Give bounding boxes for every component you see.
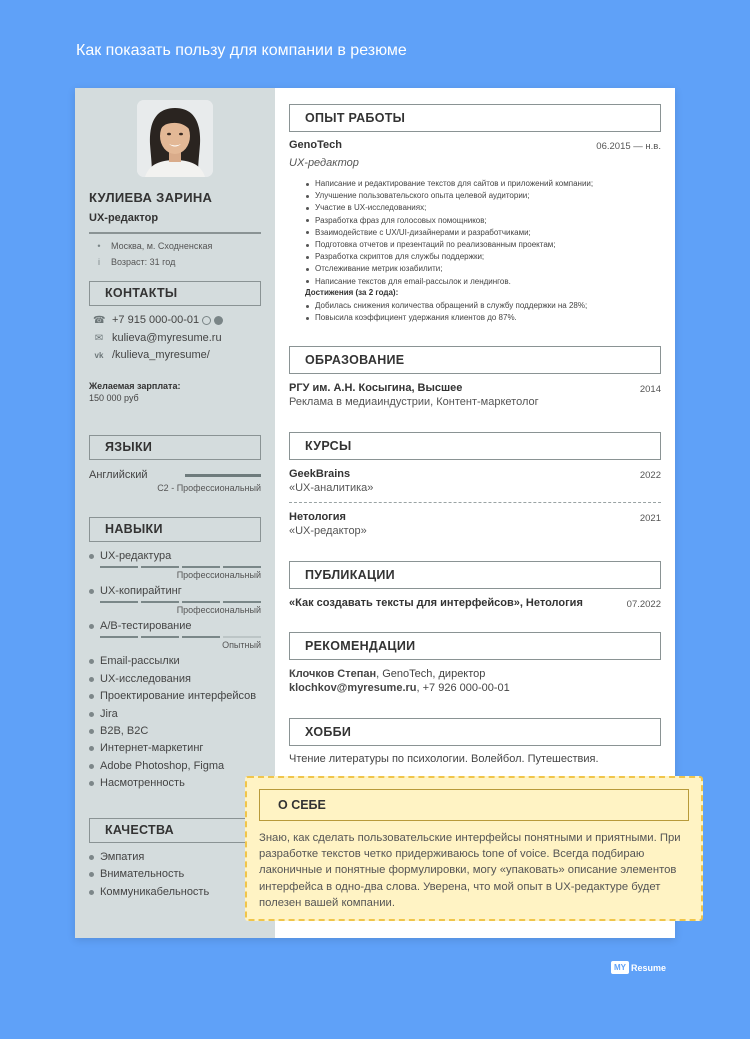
skill-item [89, 550, 171, 562]
recommender-row [289, 668, 485, 680]
skill-level: Профессиональный [176, 570, 261, 580]
list-item: Добилась снижения количества обращений в службу поддержки на 28%; [305, 300, 655, 312]
candidate-role: UX-редактор [89, 212, 159, 224]
hobby-heading: ХОББИ [289, 718, 661, 746]
skill-name: Email-рассылки [100, 655, 180, 667]
mail-icon: ✉ [94, 332, 104, 344]
skill-name: Интернет-маркетинг [100, 742, 204, 754]
skill-item [89, 708, 118, 720]
language-level-bar [185, 474, 261, 477]
divider [89, 232, 261, 234]
bullet-icon [89, 589, 94, 594]
hobby-text: Чтение литературы по психологии. Волейбол. Путешествия. [289, 753, 599, 765]
list-item: Написание текстов для email-рассылок и лендингов. [305, 276, 655, 288]
vk-text[interactable]: /kulieva_myresume/ [112, 349, 210, 361]
logo-resume: Resume [631, 962, 667, 973]
bullet-icon [89, 872, 94, 877]
publication-date: 07.2022 [626, 599, 661, 610]
skill-item [89, 725, 148, 737]
list-item: Участие в UX-исследованиях; [305, 202, 655, 214]
course-name: «UX-аналитика» [289, 482, 374, 494]
bullet-icon [89, 764, 94, 769]
bullet-icon [89, 890, 94, 895]
publication-title: «Как создавать тексты для интерфейсов», Нетология [289, 597, 583, 609]
divider [289, 502, 661, 503]
email-row [93, 332, 222, 344]
language-level: C2 - Профессиональный [157, 483, 261, 493]
school-name: РГУ им. А.Н. Косыгина, Высшее [289, 382, 463, 394]
skill-item [89, 777, 185, 789]
list-item: Разработка скриптов для службы поддержки; [305, 251, 655, 263]
age-text: Возраст: 31 год [111, 257, 176, 267]
bullet-icon [89, 746, 94, 751]
course-school: Нетология [289, 511, 346, 523]
about-heading: О СЕБЕ [259, 789, 689, 821]
skill-name: UX-копирайтинг [100, 585, 182, 597]
recommender-phone: , +7 926 000-00-01 [416, 682, 510, 694]
salary-label: Желаемая зарплата: [89, 381, 181, 391]
skill-name: Adobe Photoshop, Figma [100, 760, 225, 772]
education-field: Реклама в медиаиндустрии, Контент-маркетолог [289, 396, 539, 408]
bullet-icon [89, 554, 94, 559]
about-text: Знаю, как сделать пользовательские интерфейсы понятными и приятными. При разработке текстов четко придерживаюсь tone of voice. Всегда подбираю лаконичные и понятные формулировки, могу «упаковать» описание элементов интерфейса в одно-два слова. Уверена, что мой опыт в UX-редактуре будет полезен вашей компании. [259, 832, 681, 909]
logo-my: MY [611, 961, 629, 974]
skill-item [89, 760, 224, 772]
quality-item [89, 868, 184, 880]
course-school: GeekBrains [289, 468, 351, 480]
recommender-name: Клочков Степан [289, 668, 377, 680]
skill-name: UX-редактура [100, 550, 172, 562]
myresume-logo [611, 961, 666, 974]
duties-list [305, 178, 655, 288]
skill-item [89, 585, 182, 597]
skill-level: Опытный [222, 640, 261, 650]
skill-level-bar [100, 636, 261, 638]
company-name: GenoTech [289, 139, 342, 151]
list-item: Написание и редактирование текстов для сайтов и приложений компании; [305, 178, 655, 190]
recommender-info: , GenoTech, директор [376, 668, 486, 680]
education-year: 2014 [639, 384, 661, 395]
whatsapp-icon [202, 316, 211, 325]
languages-heading: ЯЗЫКИ [89, 435, 261, 460]
location-pin-icon: • [97, 241, 101, 251]
list-item: Повысила коэффициент удержания клиентов до 87%. [305, 312, 655, 324]
list-item: Отслеживание метрик юзабилити; [305, 263, 655, 275]
experience-dates: 06.2015 — н.в. [596, 141, 661, 152]
telegram-icon [214, 316, 223, 325]
skill-name: UX-исследования [100, 673, 191, 685]
recommender-email[interactable]: klochkov@myresume.ru [289, 682, 417, 694]
quality-name: Эмпатия [100, 851, 145, 863]
skill-level-bar [100, 566, 261, 568]
salary-value: 150 000 руб [89, 393, 139, 403]
position-title: UX-редактор [289, 157, 359, 169]
skill-item [89, 620, 192, 632]
recommender-contact-row [289, 682, 510, 694]
language-name: Английский [89, 469, 148, 481]
phone-icon: ☎ [93, 314, 106, 326]
skill-name: A/B-тестирование [100, 620, 192, 632]
bullet-icon [89, 677, 94, 682]
achievements-list [305, 300, 655, 324]
vk-icon: vk [94, 350, 104, 360]
quality-item [89, 851, 144, 863]
skill-level-bar [100, 601, 261, 603]
skill-name: Насмотренность [100, 777, 185, 789]
skills-heading: НАВЫКИ [89, 517, 261, 542]
list-item: Улучшение пользовательского опыта целевой аудитории; [305, 190, 655, 202]
skill-name: Jira [100, 708, 118, 720]
candidate-name: КУЛИЕВА ЗАРИНА [89, 190, 213, 205]
education-heading: ОБРАЗОВАНИЕ [289, 346, 661, 374]
skill-name: Проектирование интерфейсов [100, 690, 257, 702]
list-item: Подготовка отчетов и презентаций по реализованным проектам; [305, 239, 655, 251]
quality-item [89, 886, 209, 898]
contacts-heading: КОНТАКТЫ [89, 281, 261, 306]
course-name: «UX-редактор» [289, 525, 367, 537]
page-title: Как показать пользу для компании в резюме [76, 42, 407, 59]
location-row [93, 241, 212, 251]
location-text: Москва, м. Сходненская [111, 241, 213, 251]
achievements-label: Достижения (за 2 года): [305, 288, 399, 297]
bullet-icon [89, 781, 94, 786]
bullet-icon [89, 659, 94, 664]
list-item: Взаимодействие с UX/UI-дизайнерами и разработчиками; [305, 227, 655, 239]
quality-name: Внимательность [100, 868, 185, 880]
bullet-icon [89, 624, 94, 629]
bullet-icon [89, 712, 94, 717]
courses-heading: КУРСЫ [289, 432, 661, 460]
info-icon: i [98, 257, 100, 267]
bullet-icon [89, 729, 94, 734]
age-row [93, 257, 175, 267]
qualities-heading: КАЧЕСТВА [89, 818, 261, 843]
experience-heading: ОПЫТ РАБОТЫ [289, 104, 661, 132]
publications-heading: ПУБЛИКАЦИИ [289, 561, 661, 589]
profile-photo [137, 100, 213, 177]
vk-row [93, 349, 210, 361]
list-item: Разработка фраз для голосовых помощников; [305, 215, 655, 227]
skill-item [89, 690, 256, 702]
email-text[interactable]: kulieva@myresume.ru [112, 332, 222, 344]
course-year: 2022 [639, 470, 661, 481]
quality-name: Коммуникабельность [100, 886, 210, 898]
about-callout [245, 776, 703, 921]
skill-item [89, 655, 180, 667]
skill-item [89, 742, 203, 754]
skill-item [89, 673, 191, 685]
bullet-icon [89, 694, 94, 699]
skill-name: B2B, B2C [100, 725, 149, 737]
bullet-icon [89, 855, 94, 860]
course-year: 2021 [639, 513, 661, 524]
recommendations-heading: РЕКОМЕНДАЦИИ [289, 632, 661, 660]
skill-level: Профессиональный [176, 605, 261, 615]
phone-text[interactable]: +7 915 000-00-01 [112, 314, 200, 326]
phone-row [93, 314, 223, 326]
